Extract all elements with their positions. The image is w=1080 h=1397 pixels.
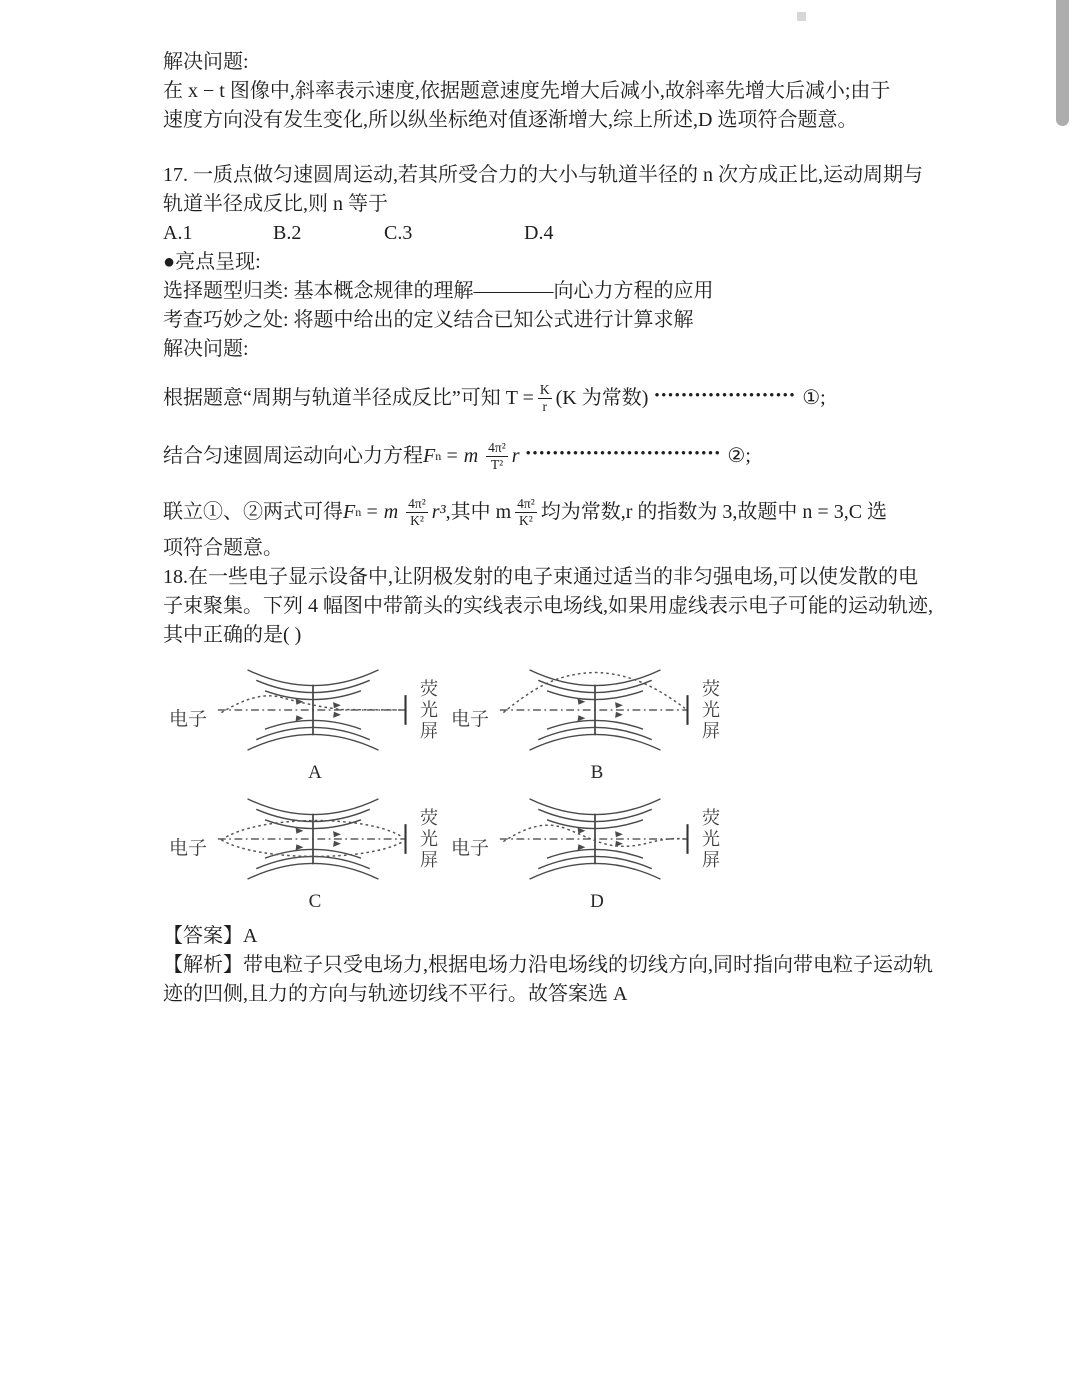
electron-label: 电子 [169, 708, 208, 730]
formula-step2 [163, 434, 923, 478]
q17-stem-line2: 轨道半径成反比,则 n 等于 [163, 193, 388, 215]
fraction-4pi2-over-K2: $\frac{\text{4π²}}{\text{K²}}$ [517, 495, 535, 528]
fraction-4pi2-over-K2: $\frac{\text{4π²}}{\text{K²}}$ [408, 495, 426, 528]
formula3-F: F [343, 500, 356, 523]
q18-analysis-line2: 迹的凹侧,且力的方向与轨迹切线不平行。故答案选 A [163, 983, 628, 1005]
q18-stem-line1: 18.在一些电子显示设备中,让阴极发射的电子束通过适当的非匀强电场,可以使发散的电 [163, 566, 918, 588]
option-c: C.3 [384, 222, 413, 244]
q17-highlight-heading: ●亮点呈现: [163, 251, 261, 273]
q18-stem-line3: 其中正确的是( ) [163, 624, 302, 646]
electron-label: 电子 [169, 837, 208, 859]
formula2-eq: = m [445, 444, 479, 467]
formula3-mid: ,其中 m [445, 500, 512, 523]
q17-solve-heading: 解决问题: [163, 338, 249, 360]
q18-analysis-line1: 【解析】带电粒子只受电场力,根据电场力沿电场线的切线方向,同时指向带电粒子运动轨 [163, 954, 933, 976]
formula2-F-sub: n [435, 448, 442, 463]
q17-clever-line: 考查巧妙之处: 将题中给出的定义结合已知公式进行计算求解 [163, 309, 694, 331]
field-lines-figure-c [207, 791, 419, 887]
screen-label: 荧光屏 [700, 678, 721, 742]
fraction-K-over-r: $\frac{K}{r}$ [539, 381, 550, 414]
formula-step3 [163, 490, 923, 534]
formula3-eq: = m [365, 500, 399, 523]
formula3-var1: r³ [431, 500, 446, 523]
formula3-wrap-line: 项符合题意。 [163, 537, 283, 559]
formula-step1 [163, 376, 923, 420]
dot-leader: ••••••••••••••••••••••••••••• [525, 445, 722, 462]
formula1-suffix: (K 为常数) [555, 386, 649, 409]
dot-leader: ••••••••••••••••••••• [654, 387, 797, 404]
field-lines-figure-b [489, 662, 701, 758]
screen-label: 荧光屏 [418, 807, 439, 871]
field-diagram-d [451, 791, 733, 916]
option-d: D.4 [524, 222, 554, 244]
scan-artifact-dot [797, 12, 806, 21]
scrollbar-thumb[interactable] [1056, 0, 1069, 126]
option-a: A.1 [163, 222, 193, 244]
formula3-suffix: 均为常数,r 的指数为 3,故题中 n = 3,C 选 [540, 500, 888, 523]
fraction-4pi2-over-T2: $\frac{\text{4π²}}{\text{T²}}$ [488, 439, 506, 472]
formula2-F: F [423, 444, 436, 467]
q17-category-line: 选择题型归类: 基本概念规律的理解————向心力方程的应用 [163, 280, 714, 302]
option-b: B.2 [273, 222, 302, 244]
formula3-prefix: 联立①、②两式可得 [163, 500, 343, 523]
formula1-prefix: 根据题意“周期与轨道半径成反比”可知 T = [163, 386, 534, 409]
electron-label: 电子 [451, 708, 490, 730]
solution16-line1: 在 x − t 图像中,斜率表示速度,依据题意速度先增大后减小,故斜率先增大后减小;由于 [163, 80, 891, 102]
field-diagram-a [169, 662, 451, 787]
field-lines-figure-a [207, 662, 419, 758]
formula3-F-sub: n [355, 504, 362, 519]
screen-label: 荧光屏 [700, 807, 721, 871]
formula2-var: r [511, 444, 520, 467]
field-diagram-c [169, 791, 451, 916]
q17-stem-line1: 17. 一质点做匀速圆周运动,若其所受合力的大小与轨道半径的 n 次方成正比,运动周期与 [163, 164, 923, 186]
q17-options-row [163, 219, 923, 248]
diagram-letter: A [308, 762, 322, 783]
field-lines-figure-d [489, 791, 701, 887]
diagram-letter: B [590, 762, 604, 783]
diagram-letter: D [590, 891, 604, 912]
field-diagram-b [451, 662, 733, 787]
electron-label: 电子 [451, 837, 490, 859]
screen-label: 荧光屏 [418, 678, 439, 742]
solution16-heading: 解决问题: [163, 51, 249, 73]
q18-answer-line: 【答案】A [163, 925, 258, 947]
formula1-tag: ①; [802, 386, 826, 409]
q18-diagram-grid [169, 662, 923, 916]
diagram-letter: C [308, 891, 322, 912]
formula2-tag: ②; [727, 444, 751, 467]
document-content [163, 48, 933, 1009]
solution16-line2: 速度方向没有发生变化,所以纵坐标绝对值逐渐增大,综上所述,D 选项符合题意。 [163, 109, 858, 131]
q18-stem-line2: 子束聚集。下列 4 幅图中带箭头的实线表示电场线,如果用虚线表示电子可能的运动轨迹, [163, 595, 933, 617]
formula2-prefix: 结合匀速圆周运动向心力方程 [163, 444, 423, 467]
